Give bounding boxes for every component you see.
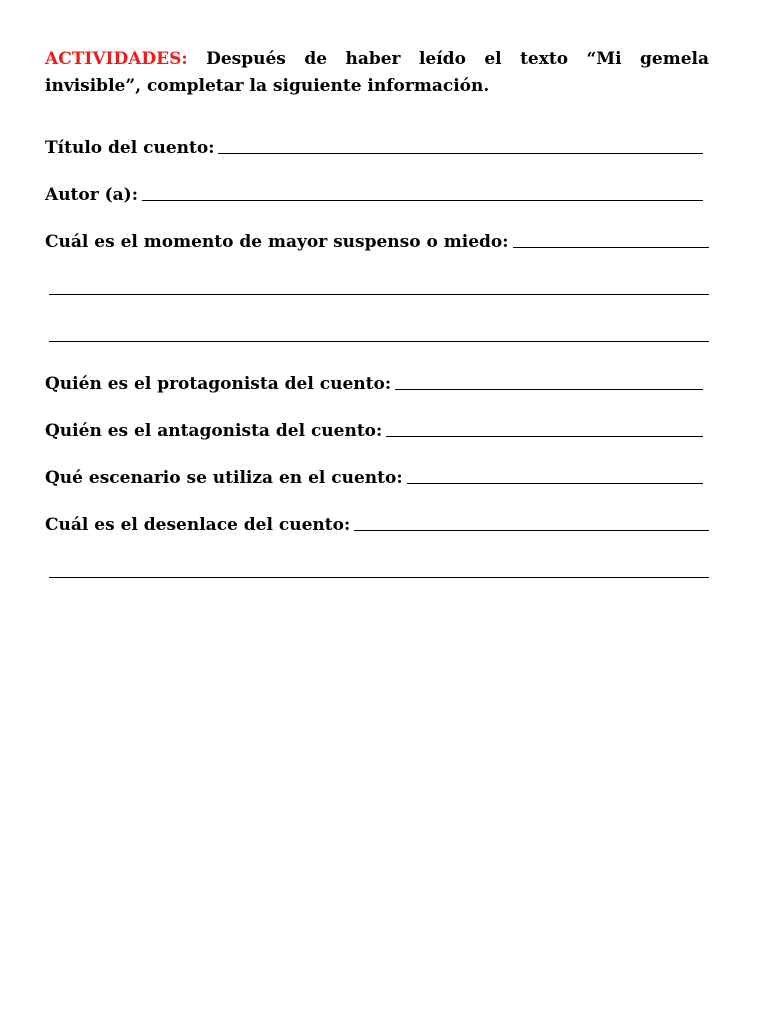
question-label: Título del cuento: (45, 138, 215, 158)
activities-label: ACTIVIDADES: (45, 49, 188, 69)
question-ending (45, 511, 709, 535)
answer-line[interactable] (513, 247, 709, 248)
question-suspense-continuation-1 (45, 275, 709, 299)
answer-line[interactable] (354, 530, 709, 531)
question-suspense (45, 228, 709, 252)
question-label: Qué escenario se utiliza en el cuento: (45, 468, 403, 488)
answer-line[interactable] (49, 294, 709, 295)
question-title (45, 134, 703, 158)
answer-line[interactable] (407, 483, 703, 484)
question-label: Quién es el antagonista del cuento: (45, 421, 383, 441)
question-setting (45, 464, 703, 488)
question-label: Autor (a): (45, 185, 138, 205)
questions-list (45, 134, 709, 582)
question-antagonist (45, 417, 703, 441)
question-label: Quién es el protagonista del cuento: (45, 374, 392, 394)
question-protagonist (45, 370, 703, 394)
instruction-text: Después de haber leído el texto “Mi gemela invisible”, completar la siguiente información. (45, 49, 709, 96)
answer-line[interactable] (386, 436, 703, 437)
question-author (45, 181, 703, 205)
answer-line[interactable] (49, 341, 709, 342)
question-label: Cuál es el momento de mayor suspenso o miedo: (45, 232, 509, 252)
question-label: Cuál es el desenlace del cuento: (45, 515, 351, 535)
answer-line[interactable] (49, 577, 709, 578)
answer-line[interactable] (142, 200, 703, 201)
instructions-paragraph (45, 46, 709, 100)
worksheet-page (45, 46, 709, 582)
answer-line[interactable] (218, 153, 703, 154)
question-ending-continuation (45, 558, 709, 582)
answer-line[interactable] (395, 389, 703, 390)
question-suspense-continuation-2 (45, 322, 709, 346)
